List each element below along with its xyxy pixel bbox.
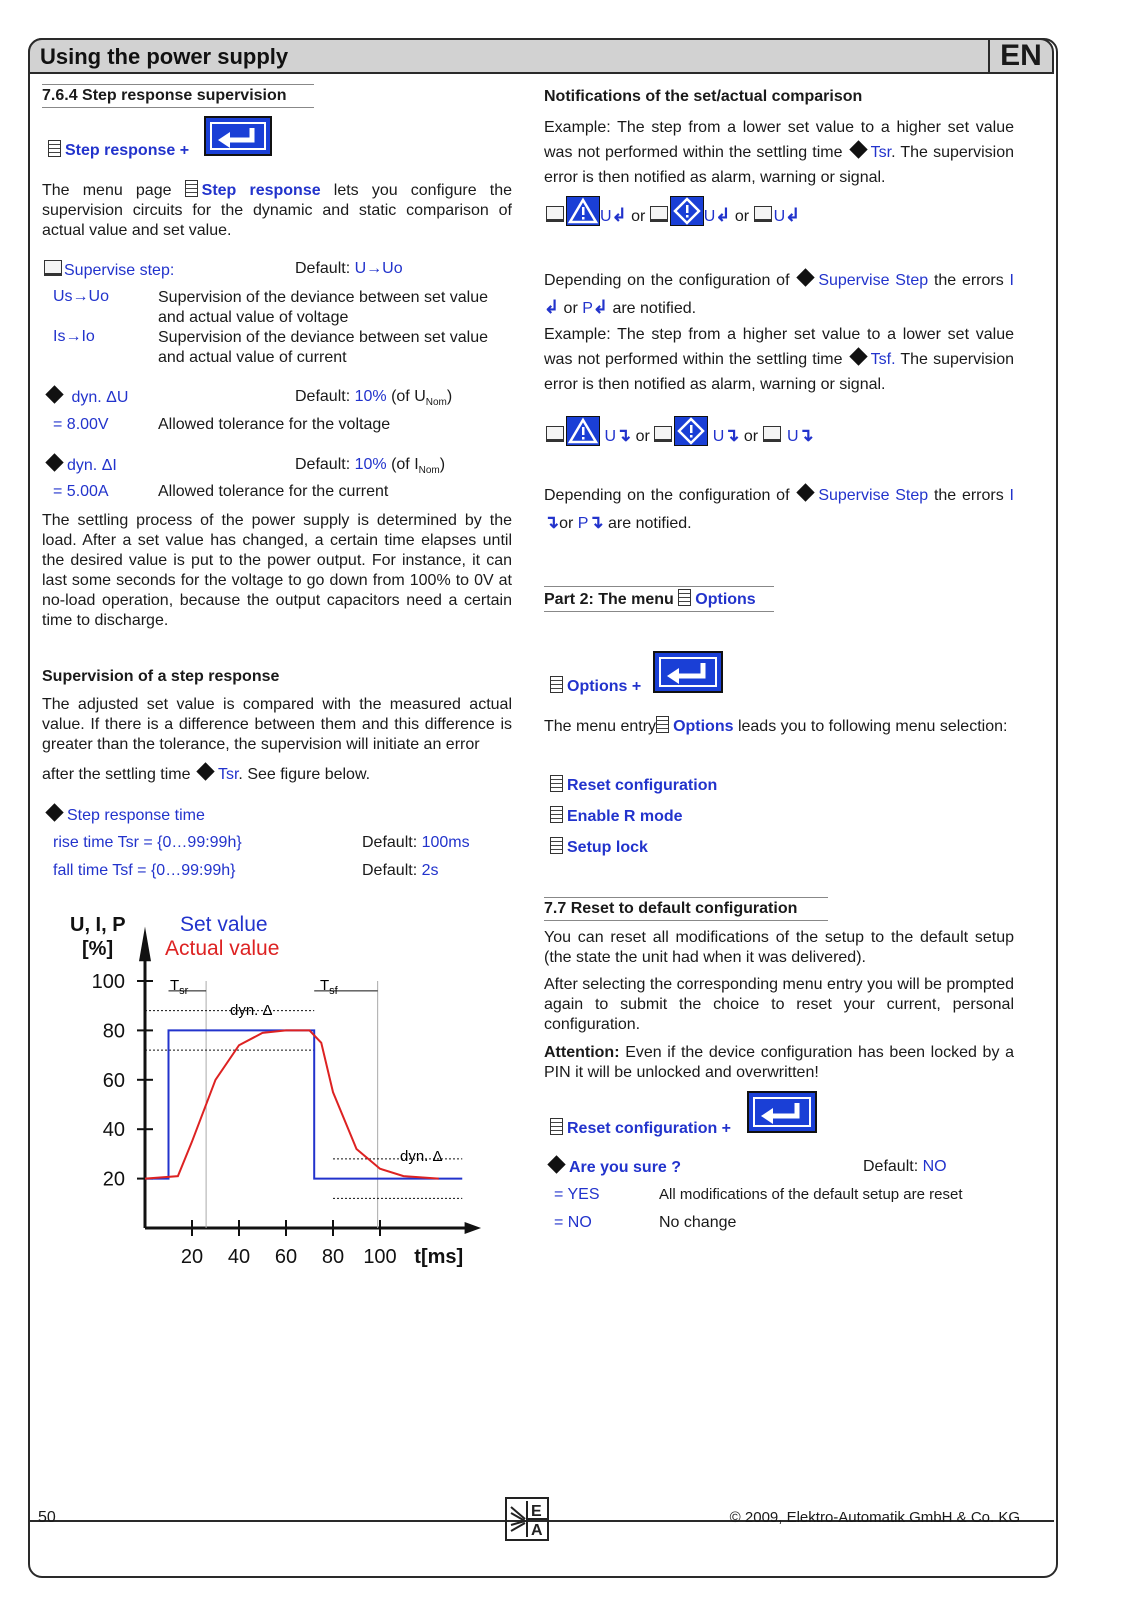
y-tick-label: 100 [91,971,125,993]
rise-time-default: Default: 100ms [362,834,470,851]
pc-icon [650,206,668,222]
step-response-time-setting[interactable]: Step response time [44,806,205,825]
menu-page-icon [48,140,61,157]
menu-page-icon [550,1118,563,1135]
dyn-u-value: = 8.00V [53,416,109,433]
s77-paragraph-2: After selecting the corresponding menu entry you will be prompted again to submit the choice to reset your current, personal configuration. [544,976,1014,1033]
y-tick-label: 80 [102,1020,125,1043]
intro-paragraph: The menu page Step response lets you configure the supervision circuits for the dynamic and static comparison of actual value and set value. [42,182,512,239]
diamond-icon [849,140,867,158]
step-paragraph: The adjusted set value is compared with the measured actual value. If there is a difference between them and this difference is greater than the tolerance, the supervision will initiate an error [42,696,512,753]
menu-page-icon [656,716,669,733]
rise-time-label: rise time Tsr = {0…99:99h} [53,834,242,851]
x-tick-label: 20 [180,1246,204,1268]
attention-paragraph: Attention: Even if the device configuration has been locked by a PIN it will be unlocked and overwritten! [544,1044,1014,1081]
step-down-icon: ↴ [616,425,632,445]
y-axis-arrow [139,927,151,962]
option-key: = NO [554,1214,592,1231]
diamond-icon [45,385,63,403]
page-number: 50 [38,1509,56,1526]
option-key: = YES [554,1186,600,1203]
dyn-u-default: Default: 10% (of $U_{Nom}$) [295,388,453,409]
x-axis-arrow [465,1222,481,1234]
step-response-chart [60,905,500,1285]
dyn-u-setting[interactable]: dyn. ΔU [44,388,128,407]
pc-icon [546,206,564,222]
annotation-tsf: $T_{sf}$ [320,977,338,997]
option-desc: No change [659,1214,737,1231]
diamond-icon [849,347,867,365]
warning-icon [670,196,704,226]
x-axis-label: t[ms] [414,1246,464,1268]
step-down-icon: ↴ [798,425,814,445]
menu-item-enable-r-mode[interactable]: Enable R mode [550,806,683,826]
legend-set-value: Set value [180,913,268,936]
pc-icon [754,206,772,222]
depending-1: Depending on the configuration of Supervise Step the errors I↲ or P↲ are notified. [544,268,1014,322]
step-down-icon: ↴ [544,512,560,532]
depending-2: Depending on the configuration of Supervise Step the errors I↴or P↴ are notified. [544,483,1014,537]
y-axis-label-2: [%] [82,938,114,960]
diamond-icon [45,803,63,821]
copyright: © 2009, Elektro-Automatik GmbH & Co. KG [729,1509,1020,1526]
menu-page-icon [550,775,563,792]
menu-item-setup-lock[interactable]: Setup lock [550,837,648,857]
legend-actual-value: Actual value [165,937,280,960]
x-tick-label: 40 [227,1246,251,1268]
option-desc: Supervision of the deviance between set value and actual value of voltage [158,289,488,326]
y-axis-label-1: U, I, P [70,914,126,936]
header-title: Using the power supply [40,44,289,69]
are-you-sure-setting[interactable]: Are you sure ? [546,1158,681,1177]
enter-key-icon[interactable] [747,1091,817,1133]
y-tick-label: 60 [102,1069,125,1092]
alarm-icon [566,196,600,226]
notif-heading: Notifications of the set/actual comparison [544,88,863,105]
menu-page-icon [550,676,563,693]
y-tick-label: 20 [102,1168,125,1191]
menu-page-icon [550,806,563,823]
pc-icon [654,426,672,442]
part2-heading: Part 2: The menu Options [544,586,774,612]
step-up-icon: ↲ [611,205,627,225]
step-response-nav[interactable] [48,140,189,160]
diamond-icon [196,762,214,780]
enter-key-icon[interactable] [653,651,723,693]
menu-page-icon [678,589,691,606]
enter-key-icon[interactable] [204,116,272,156]
supervise-step-setting[interactable] [44,260,174,280]
dyn-i-desc: Allowed tolerance for the current [158,483,389,500]
ea-logo [505,1497,549,1541]
diamond-icon [797,268,815,286]
step-up-icon: ↲ [544,297,560,317]
example-1: Example: The step from a lower set value to a higher set value was not performed within the settling time Tsr. The supervision error is then notified as alarm, warning or signal. [544,119,1014,186]
fall-time-default: Default: 2s [362,862,439,879]
page-header [28,38,1054,74]
menu-page-icon [185,180,198,197]
section-heading-77: 7.7 Reset to default configuration [544,897,828,921]
annotation-dyn-delta-2: dyn. Δ [400,1148,443,1165]
options-nav[interactable]: Options + [550,676,641,696]
step-response-nav-label: Step response + [65,142,190,159]
x-tick-label: 60 [274,1246,298,1268]
step-paragraph-2: after the settling time Tsr. See figure below. [42,765,370,784]
supervise-step-label: Supervise step: [64,262,175,279]
svg-text:A: A [531,1522,543,1539]
option-key: Us→Uo [53,288,110,305]
sub-heading-step: Supervision of a step response [42,668,280,685]
warning-icon [674,416,708,446]
s77-paragraph-1: You can reset all modifications of the setup to the default setup (the state the unit had when it was delivered). [544,929,1014,966]
diamond-icon [45,453,63,471]
menu-page-icon [550,837,563,854]
step-down-icon: ↴ [724,425,740,445]
rise-notify-icons: U↲ or U↲ or U↲ [546,196,800,226]
annotation-tsr: $T_{sr}$ [170,977,189,997]
language-badge: EN [988,40,1052,72]
diamond-icon [797,483,815,501]
example-2: Example: The step from a higher set value to a lower set value was not performed within the settling time Tsf. The supervision error is then notified as alarm, warning or signal. [544,326,1014,393]
actual-value-line [145,1030,439,1178]
step-down-icon: ↴ [588,512,604,532]
pc-icon [546,426,564,442]
svg-text:E: E [531,1503,542,1520]
step-response-link[interactable]: Step response [201,182,321,199]
x-tick-label: 80 [321,1246,345,1268]
step-up-icon: ↲ [592,297,608,317]
option-key: Is→Io [53,328,95,345]
pc-icon [44,260,62,276]
y-tick-label: 40 [102,1119,125,1142]
settling-paragraph: The settling process of the power supply is determined by the load. After a set value has changed, a certain time elapses until the desired value is put to the power output. For instance, it can last some seconds for the voltage to go down from 100% to 0V at no-load operation, because the output capacitors need a certain time to discharge. [42,512,512,629]
dyn-i-default: Default: 10% (of $I_{Nom}$) [295,456,446,477]
option-desc: Supervision of the deviance between set value and actual value of current [158,329,488,366]
fall-notify-icons: U↴ or U↴ or U↴ [546,416,814,446]
annotation-dyn-delta-1: dyn. Δ [230,1002,273,1019]
alarm-icon [566,416,600,446]
dyn-i-value: = 5.00A [53,483,109,500]
fall-time-label: fall time Tsf = {0…99:99h} [53,862,236,879]
section-heading-764: 7.6.4 Step response supervision [42,84,314,108]
dyn-u-desc: Allowed tolerance for the voltage [158,416,391,433]
options-paragraph: The menu entry Options leads you to following menu selection: [544,718,1008,735]
menu-item-reset-configuration[interactable]: Reset configuration [550,775,717,795]
are-you-sure-default: Default: NO [863,1158,947,1175]
supervise-step-default: Default: U→Uo [295,260,403,277]
step-up-icon: ↲ [715,205,731,225]
pc-icon [763,426,781,442]
reset-configuration-nav[interactable]: Reset configuration + [550,1118,731,1138]
option-desc: All modifications of the default setup are reset [659,1186,963,1203]
diamond-icon [547,1155,565,1173]
x-tick-label: 100 [363,1246,397,1268]
dyn-i-setting[interactable]: dyn. ΔI [44,456,117,475]
step-up-icon: ↲ [785,205,801,225]
